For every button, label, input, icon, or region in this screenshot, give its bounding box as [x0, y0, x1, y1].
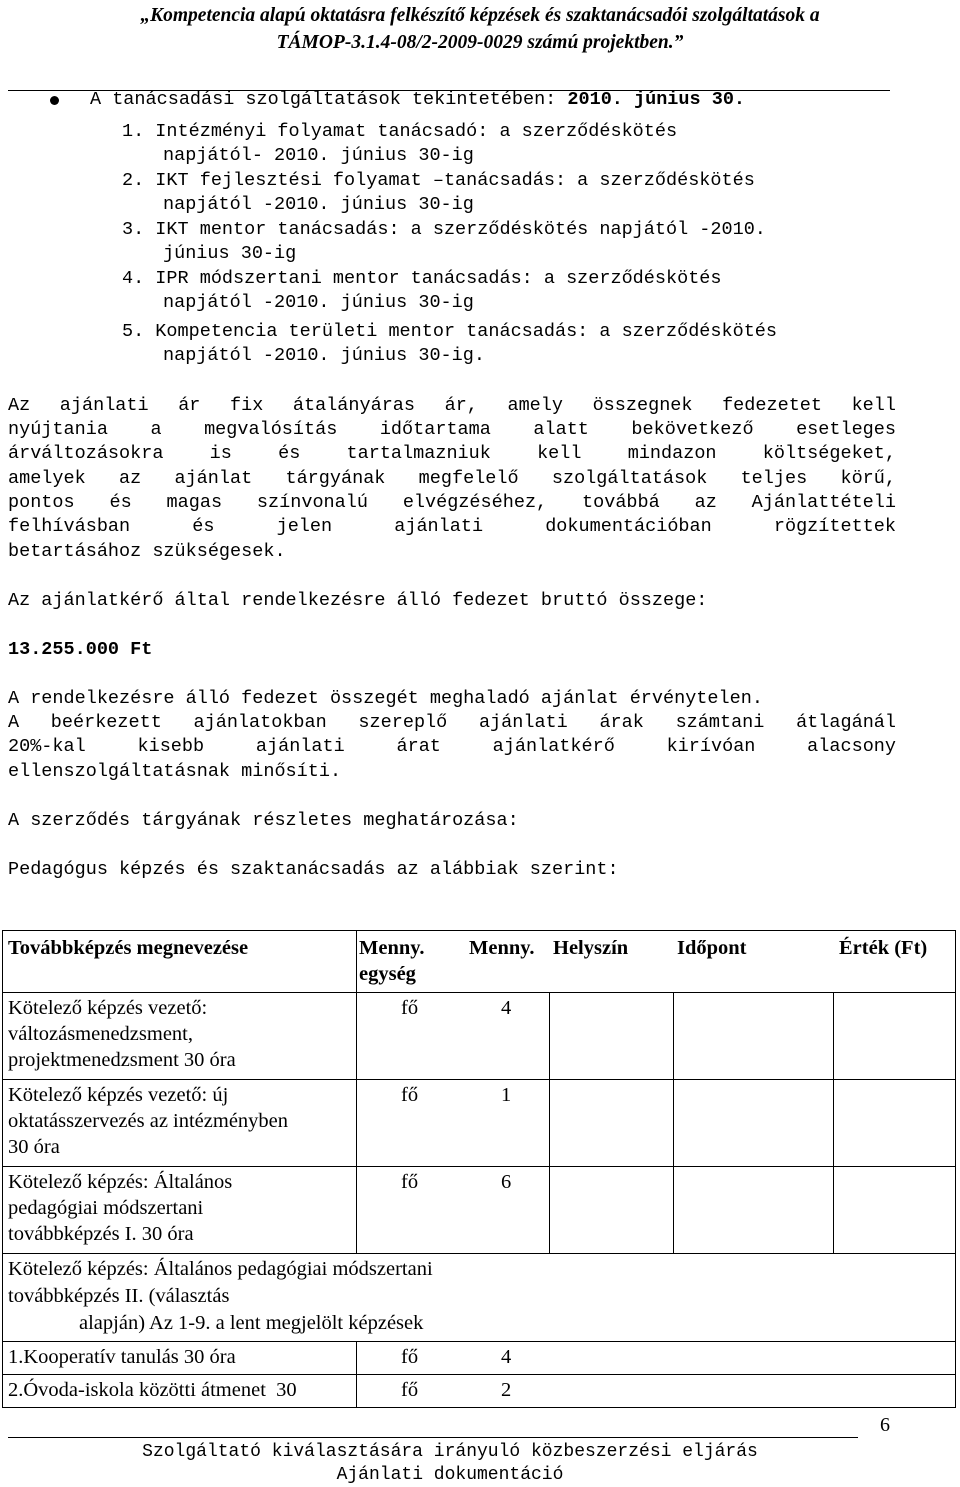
table-merged-row: Kötelező képzés: Általános pedagógiai módszertani: [8, 1258, 433, 1280]
invalid-paragraph-line: 20%-kal kisebb ajánlati árat ajánlatkérő kirívóan alacsony: [8, 736, 896, 757]
price-paragraph-line: árváltozásokra is és tartalmazniuk kell mindazon költségeket,: [8, 443, 896, 464]
table-row-1-name: Kötelező képzés vezető:: [8, 997, 208, 1019]
table-row-2-unit: fő: [401, 1084, 419, 1106]
table-row-1-qty: 4: [501, 997, 512, 1019]
deadline-item-2-cont: napjától -2010. június 30-ig: [163, 194, 474, 215]
subject-heading: A szerződés tárgyának részletes meghatározása:: [8, 810, 519, 831]
price-paragraph-line: amelyek az ajánlat tárgyának megfelelő szolgáltatások teljes körű,: [8, 468, 896, 489]
header-line-2: TÁMOP-3.1.4-08/2-2009-0029 számú projektben.”: [276, 32, 684, 53]
table-rule: [3, 1253, 955, 1254]
table-sub-row-1-qty: 4: [501, 1346, 512, 1368]
deadline-item-1: 1. Intézményi folyamat tanácsadó: a szerződéskötés: [122, 121, 678, 142]
table-row-3-qty: 6: [501, 1171, 512, 1193]
table-row-3-name: pedagógiai módszertani: [8, 1197, 204, 1219]
budget-label: Az ajánlatkérő által rendelkezésre álló fedezet bruttó összege:: [8, 590, 708, 611]
subject-intro: Pedagógus képzés és szaktanácsadás az alábbiak szerint:: [8, 859, 619, 880]
table-row-1-unit: fő: [401, 997, 419, 1019]
col-header-place: Helyszín: [553, 937, 629, 959]
header-line-1: „Kompetencia alapú oktatásra felkészítő képzések és szaktanácsadói szolgáltatások a: [140, 5, 820, 26]
bullet-icon: [50, 96, 59, 105]
invalid-paragraph-line: A beérkezett ajánlatokban szereplő ajánlati árak számtani átlagánál: [8, 712, 896, 733]
invalid-paragraph-line: A rendelkezésre álló fedezet összegét meghaladó ajánlat érvénytelen.: [8, 688, 763, 709]
invalid-paragraph-line: ellenszolgáltatásnak minősíti.: [8, 761, 342, 782]
table-sub-row-1-name: 1.Kooperatív tanulás 30 óra: [8, 1346, 236, 1368]
table-sub-row-2-qty: 2: [501, 1379, 512, 1401]
table-row-2-name: 30 óra: [8, 1136, 60, 1158]
price-paragraph-line: felhívásban és jelen ajánlati dokumentációban rögzítettek: [8, 516, 896, 537]
table-col-rule: [673, 992, 674, 1254]
col-header-value: Érték (Ft): [839, 937, 928, 959]
footer-line-2: Ajánlati dokumentáció: [336, 1465, 564, 1485]
deadline-item-4: 4. IPR módszertani mentor tanácsadás: a szerződéskötés: [122, 268, 722, 289]
price-paragraph-line: pontos és magas színvonalú elvégzéséhez, továbbá az Ajánlattételi: [8, 492, 896, 513]
deadlines-intro-text: A tanácsadási szolgáltatások tekintetében:: [90, 89, 568, 110]
table-rule: [3, 1079, 955, 1080]
table-col-rule: [833, 992, 834, 1254]
deadlines-intro-date: 2010. június 30.: [567, 89, 746, 110]
table-rule: [3, 1166, 955, 1167]
table-rule: [3, 1374, 955, 1375]
price-paragraph-line: nyújtania a megvalósítás időtartama alatt bekövetkező esetleges: [8, 419, 896, 440]
table-sub-row-2-unit: fő: [401, 1379, 419, 1401]
table-col-rule: [549, 992, 550, 1254]
page-number: 6: [880, 1414, 890, 1436]
document-header: [0, 2, 960, 56]
table-merged-row: alapján) Az 1-9. a lent megjelölt képzések: [79, 1312, 424, 1334]
table-row-2-name: oktatásszervezés az intézményben: [8, 1110, 289, 1132]
deadline-item-5: 5. Kompetencia területi mentor tanácsadás: a szerződéskötés: [122, 321, 778, 342]
table-rule: [3, 1341, 955, 1342]
training-table: [2, 930, 956, 1408]
footer-line-1: Szolgáltató kiválasztására irányuló közbeszerzési eljárás: [142, 1442, 758, 1462]
deadline-item-2: 2. IKT fejlesztési folyamat –tanácsadás: a szerződéskötés: [122, 170, 755, 191]
deadline-item-1-cont: napjától- 2010. június 30-ig: [163, 145, 474, 166]
table-sub-row-1-unit: fő: [401, 1346, 419, 1368]
col-header-unit-cont: egység: [359, 963, 416, 985]
table-row-3-name: Kötelező képzés: Általános: [8, 1171, 233, 1193]
col-header-name: Továbbképzés megnevezése: [8, 937, 249, 959]
deadline-item-4-cont: napjától -2010. június 30-ig: [163, 292, 474, 313]
table-row-1-name: projektmenedzsment 30 óra: [8, 1049, 236, 1071]
footer-divider: [8, 1437, 858, 1438]
col-header-unit: Menny.: [359, 937, 425, 959]
table-sub-row-2-name: 2.Óvoda-iskola közötti átmenet 30: [8, 1379, 297, 1401]
table-row-2-name: Kötelező képzés vezető: új: [8, 1084, 229, 1106]
table-col-rule: [356, 1341, 357, 1407]
table-row-3-name: továbbképzés I. 30 óra: [8, 1223, 194, 1245]
price-paragraph-line: Az ajánlati ár fix átalányáras ár, amely összegnek fedezetet kell: [8, 395, 896, 416]
deadline-item-3: 3. IKT mentor tanácsadás: a szerződéskötés napjától -2010.: [122, 219, 766, 240]
deadlines-intro: [90, 88, 745, 112]
price-paragraph-line: betartásához szükségesek.: [8, 541, 286, 562]
table-row-1-name: változásmenedzsment,: [8, 1023, 194, 1045]
deadline-item-5-cont: napjától -2010. június 30-ig.: [163, 345, 485, 366]
table-merged-row: továbbképzés II. (választás: [8, 1285, 230, 1307]
table-col-rule: [356, 931, 357, 1253]
table-rule: [3, 992, 955, 993]
col-header-time: Időpont: [677, 937, 747, 959]
budget-amount: 13.255.000 Ft: [8, 639, 153, 660]
deadline-item-3-cont: június 30-ig: [163, 243, 297, 264]
table-row-3-unit: fő: [401, 1171, 419, 1193]
col-header-qty: Menny.: [469, 937, 535, 959]
table-row-2-qty: 1: [501, 1084, 512, 1106]
